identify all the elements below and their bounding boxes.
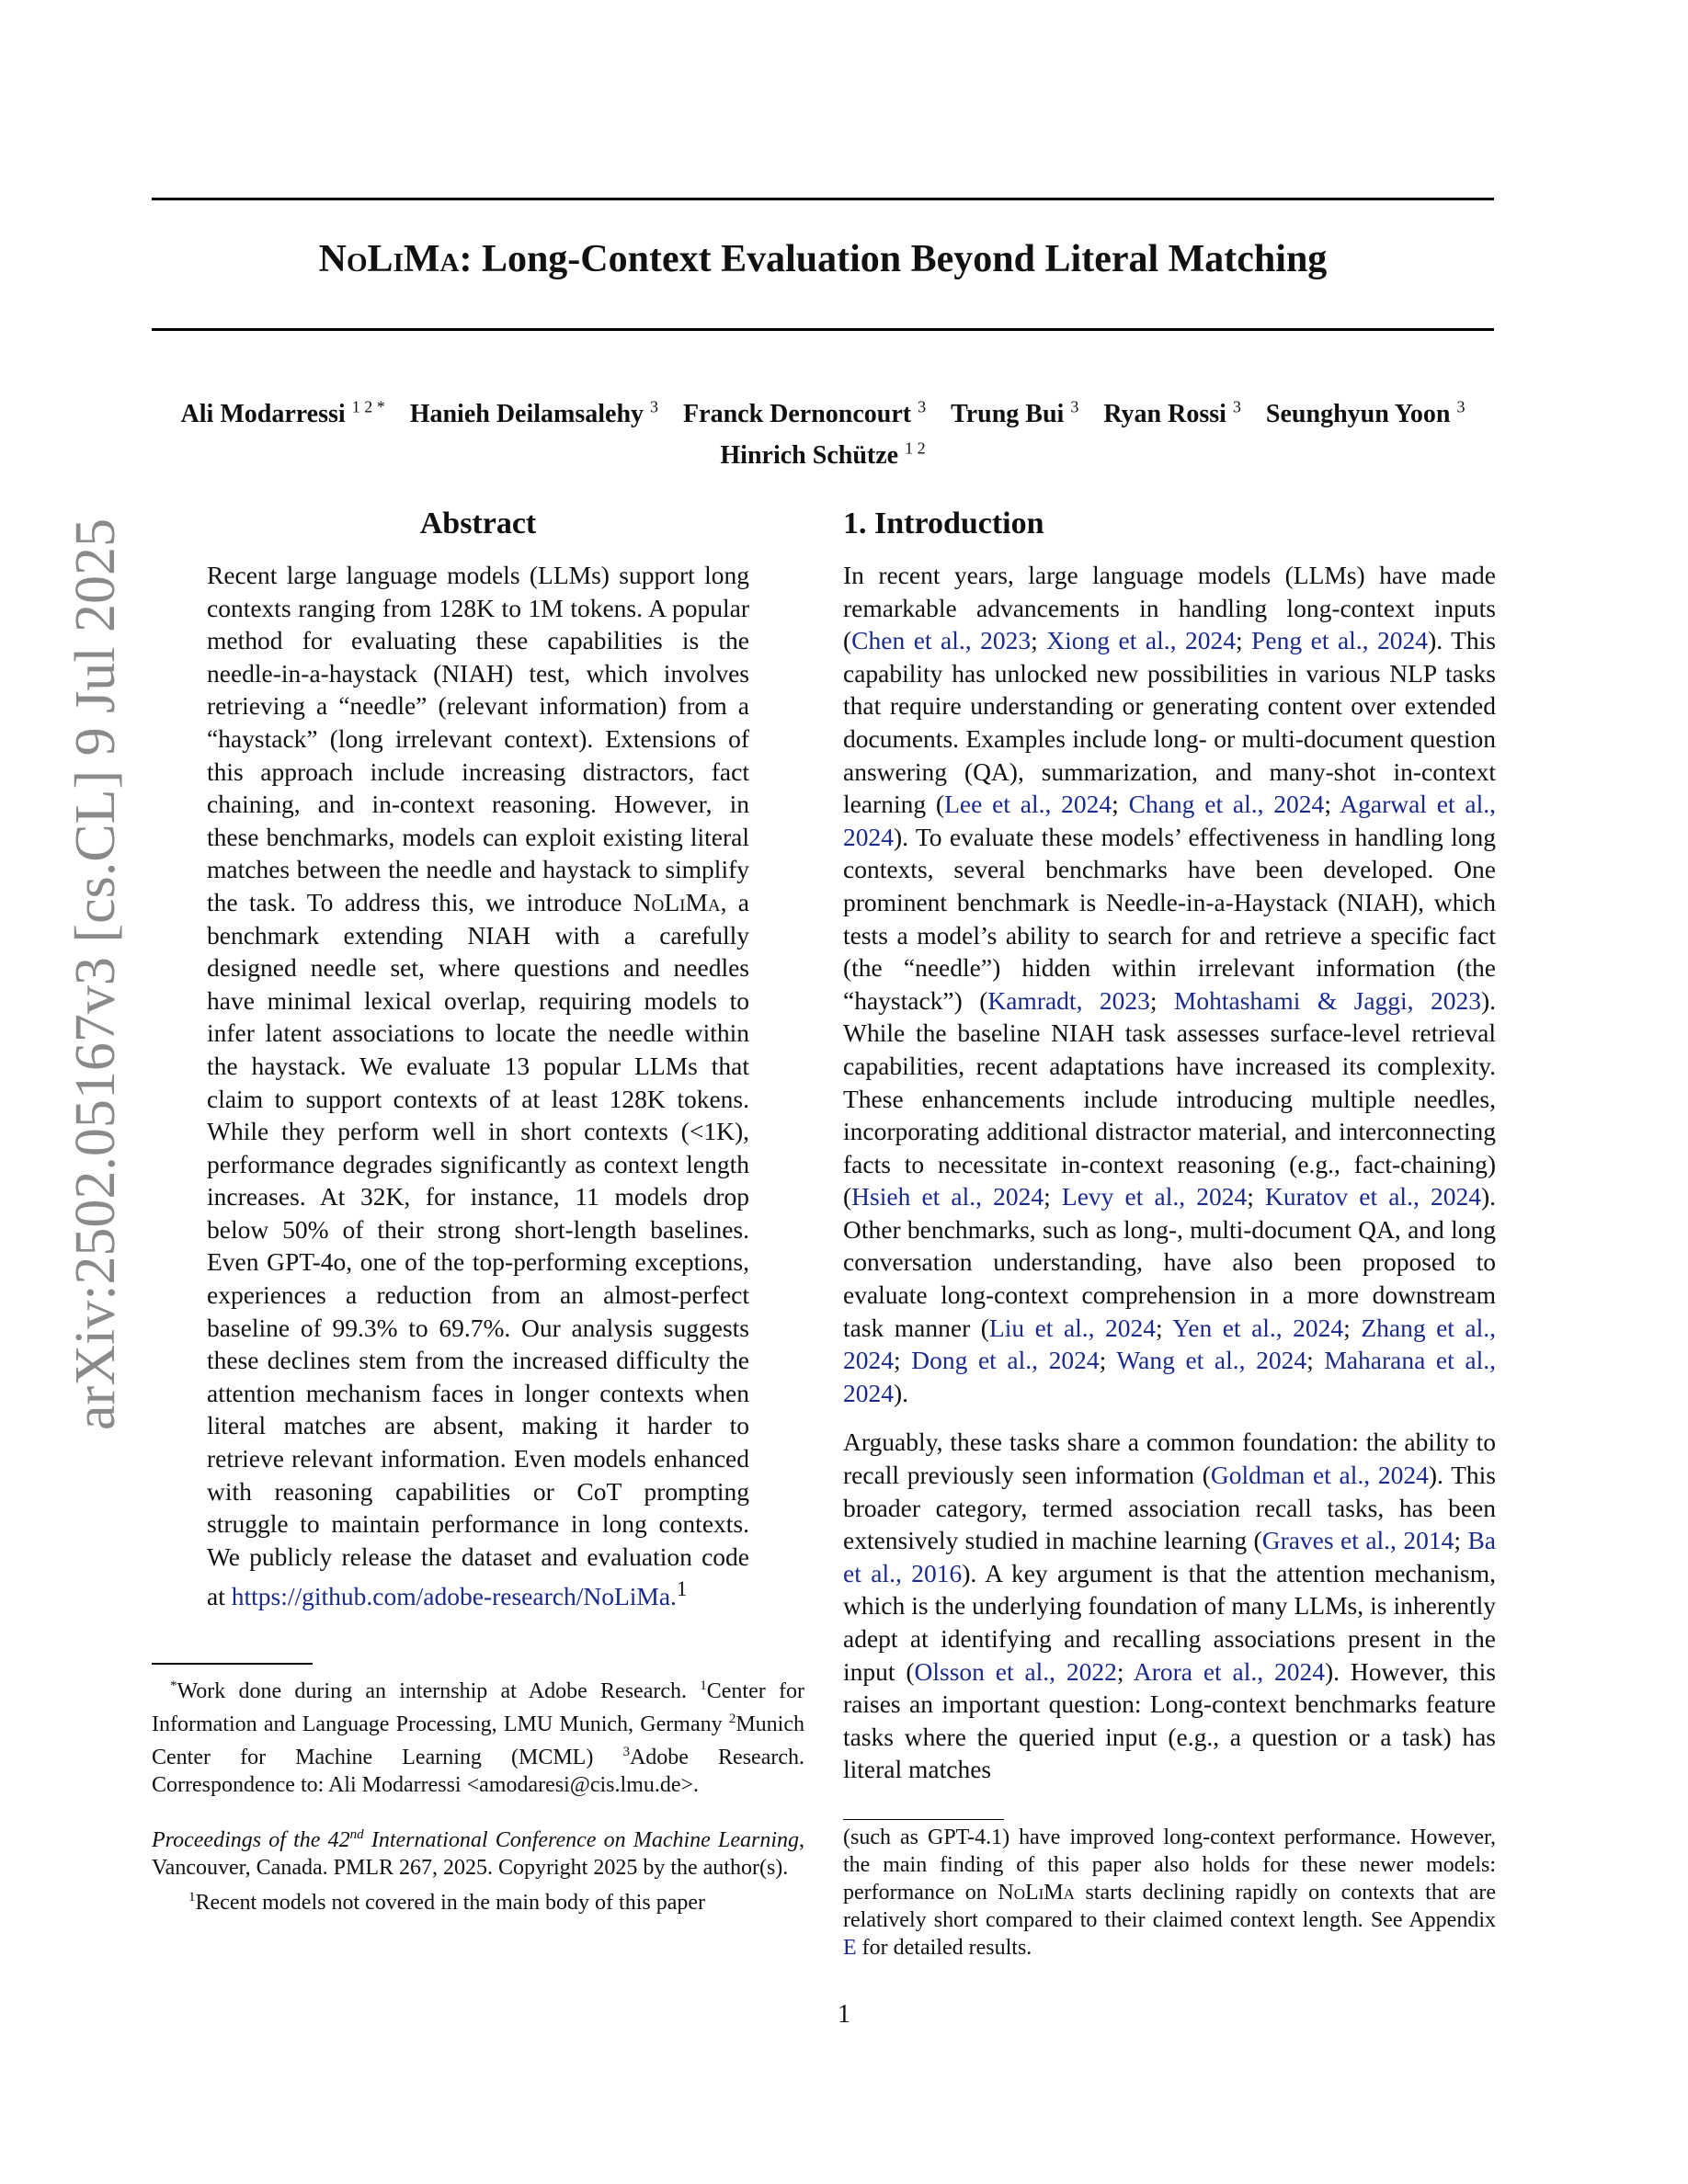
separator: ; (1044, 1182, 1062, 1211)
abstract-heading: Abstract (419, 506, 537, 540)
text-part: ). To evaluate these models’ effectiveness in handling long contexts, several benchmarks have been developed. One prominent benchmark is Needle-in-a-Haystack (NIAH), which tests a model’s ability to search for and retrieve a specific fact (the “needle”) hidden within irrelevant information (the “haystack”) ( (843, 822, 1496, 1015)
footnote-part: Center for Information and Language Processing, LMU Munich, Germany (152, 1678, 804, 1736)
footnote-1 (152, 1883, 804, 1917)
citation[interactable]: Olsson et al., 2022 (914, 1656, 1117, 1686)
introduction-paragraph-2 (843, 1426, 1496, 1786)
title-rule-bottom (152, 328, 1494, 331)
author-list (152, 391, 1494, 472)
footnote-rule (843, 1819, 1004, 1821)
title-rule-top (152, 198, 1494, 200)
author (410, 400, 658, 428)
author-name: Hinrich Schütze (720, 440, 899, 470)
citation[interactable]: Arora et al., 2024 (1133, 1656, 1325, 1686)
author (720, 438, 926, 470)
footnote-part: (such as GPT-4.1) have improved long-context performance. However, the main finding of this paper also holds for these newer models: performance on (843, 1826, 1496, 1905)
author (1266, 400, 1466, 428)
author-name: Trung Bui (951, 400, 1065, 429)
author-name: Franck Dernoncourt (683, 400, 912, 429)
affiliation-footnote (152, 1672, 804, 1799)
separator: ; (1031, 626, 1047, 655)
right-column (843, 504, 1496, 1962)
citation[interactable]: Mohtashami & Jaggi, 2023 (1173, 985, 1481, 1015)
text-part: ). However, this raises an important question: Long-context benchmarks feature tasks where the queried input (e.g., a question or a task) has literal matches (843, 1656, 1496, 1784)
arxiv-stamp: arXiv:2502.05167v3 [cs.CL] 9 Jul 2025 (64, 518, 127, 1430)
separator: ; (1306, 1346, 1325, 1375)
citation[interactable]: Levy et al., 2024 (1061, 1182, 1248, 1211)
affil-marker: 3 (622, 1744, 630, 1759)
introduction-heading: 1. Introduction (843, 506, 1044, 540)
author-affil: 3 (918, 398, 927, 416)
separator: ; (894, 1346, 912, 1375)
affil-marker: 1 (700, 1678, 707, 1693)
text-part: ). This capability has unlocked new possibilities in various NLP tasks that require understanding or generating content over extended documents. Examples include long- or multi-document question answering (QA), summarization, and many-shot in-context learning ( (843, 626, 1496, 819)
separator: ; (1099, 1346, 1117, 1375)
left-column (152, 504, 804, 1917)
author-affil: 3 (650, 398, 659, 416)
separator: ; (1116, 1656, 1134, 1686)
text-part: ). Other benchmarks, such as long-, multi-document QA, and long conversation understanding, have also been proposed to evaluate long-context comprehension in a more downstream task manner ( (843, 1182, 1496, 1342)
appendix-link[interactable]: E (843, 1936, 857, 1961)
dataset-link[interactable]: https://github.com/adobe-research/NoLiMa. (231, 1582, 677, 1611)
citation[interactable]: Maharana et al., 2024 (843, 1346, 1496, 1407)
title-smallcaps: NoLiMa (318, 238, 460, 280)
separator: ; (1324, 790, 1340, 819)
footnote-1-continued (843, 1824, 1496, 1962)
separator: ; (1149, 985, 1174, 1015)
page-number: 1 (838, 2000, 850, 2029)
separator: ; (1112, 790, 1129, 819)
text-part: Arguably, these tasks share a common foundation: the ability to recall previously seen information ( (843, 1428, 1496, 1490)
text-part: In recent years, large language models (LLMs) have made remarkable advancements in handling long-context inputs ( (843, 561, 1496, 655)
footnote-part: Munich Center for Machine Learning (MCML) (152, 1712, 804, 1769)
citation[interactable]: Dong et al., 2024 (911, 1346, 1100, 1375)
citation[interactable]: Lee et al., 2024 (944, 790, 1112, 819)
citation[interactable]: Ba et al., 2016 (843, 1526, 1497, 1587)
footnote-marker: 1 (188, 1889, 196, 1905)
author (181, 400, 385, 428)
author (951, 400, 1078, 428)
abstract-text (207, 559, 749, 1613)
citation[interactable]: Zhang et al., 2024 (843, 1313, 1497, 1375)
footnote-text: Recent models not covered in the main body of this paper (195, 1890, 706, 1915)
author-affil: 3 (1232, 398, 1241, 416)
author-affil: 1 2 (905, 438, 926, 458)
citation[interactable]: Chen et al., 2023 (851, 626, 1032, 655)
citation[interactable]: Goldman et al., 2024 (1210, 1461, 1429, 1490)
author-name: Ali Modarressi (180, 400, 346, 429)
author-affil: 3 (1070, 398, 1079, 416)
citation[interactable]: Graves et al., 2014 (1261, 1526, 1454, 1555)
affil-marker: 2 (728, 1711, 736, 1726)
separator: ; (1343, 1313, 1362, 1342)
separator: ; (1247, 1182, 1266, 1211)
proceedings-rest: , Vancouver, Canada. PMLR 267, 2025. Copyright 2025 by the author(s). (152, 1827, 804, 1880)
author-affil: 3 (1456, 398, 1466, 416)
citation[interactable]: Hsieh et al., 2024 (851, 1182, 1044, 1211)
introduction-paragraph-1 (843, 559, 1496, 1409)
benchmark-name: NoLiMa (633, 887, 721, 916)
footnote-marker[interactable]: 1 (676, 1577, 688, 1601)
proceedings-italic: Proceedings of the 42 (152, 1827, 350, 1852)
text-part: ). A key argument is that the attention mechanism, which is the underlying foundation of many LLMs, is inherently adept at identifying and recalling associations present in the input ( (843, 1558, 1496, 1686)
proceedings-ordinal: nd (349, 1826, 364, 1842)
paper-title (152, 237, 1494, 281)
author-name: Hanieh Deilamsalehy (409, 400, 644, 429)
text-part: ). (894, 1378, 909, 1407)
citation[interactable]: Kamradt, 2023 (987, 985, 1150, 1015)
citation[interactable]: Chang et al., 2024 (1128, 790, 1325, 819)
author-name: Seunghyun Yoon (1265, 400, 1451, 429)
citation[interactable]: Agarwal et al., 2024 (843, 790, 1496, 851)
separator: ; (1454, 1526, 1468, 1555)
abstract-part: , a benchmark extending NIAH with a carefully designed needle set, where questions and needles have minimal lexical overlap, requiring models to infer latent associations to locate the needle within the haystack. We evaluate 13 popular LLMs that claim to support contexts of at least 128K tokens. While they perform well in short contexts (<1K), performance degrades significantly as context length increases. At 32K, for instance, 11 models drop below 50% of their strong short-length baselines. Even GPT-4o, one of the top-performing exceptions, experiences a reduction from an almost-perfect baseline of 99.3% to 69.7%. Our analysis suggests these declines stem from the increased difficulty the attention mechanism faces in longer contexts when literal matches are absent, making it harder to retrieve relevant information. Even models enhanced with reasoning capabilities or CoT prompting struggle to maintain performance in long contexts. We publicly release the dataset and evaluation code at (207, 887, 749, 1611)
citation[interactable]: Yen et al., 2024 (1172, 1313, 1344, 1342)
author-name: Ryan Rossi (1103, 400, 1226, 429)
author (683, 400, 926, 428)
footnote-part: starts declining rapidly on contexts that are relatively short compared to their claimed context length. See Appendix (843, 1881, 1496, 1933)
footnote-part: Work done during an internship at Adobe Research. (177, 1678, 701, 1703)
citation[interactable]: Liu et al., 2024 (988, 1313, 1157, 1342)
citation[interactable]: Xiong et al., 2024 (1046, 626, 1236, 655)
author (1103, 400, 1241, 428)
citation[interactable]: Wang et al., 2024 (1116, 1346, 1307, 1375)
proceedings-italic: International Conference on Machine Learning (363, 1827, 799, 1852)
author-affil: 1 2 * (351, 398, 385, 416)
separator: ; (1235, 626, 1252, 655)
abstract-part: Recent large language models (LLMs) support long contexts ranging from 128K to 1M tokens. A popular method for evaluating these capabilities is the needle-in-a-haystack (NIAH) test, which involves retrieving a “needle” (relevant information) from a “haystack” (long irrelevant context). Extensions of this approach include increasing distractors, fact chaining, and in-context reasoning. However, in these benchmarks, models can exploit existing literal matches between the needle and haystack to simplify the task. To address this, we introduce (207, 561, 749, 916)
separator: ; (1156, 1313, 1173, 1342)
footnote-rule (152, 1663, 313, 1665)
footnote-star: * (170, 1678, 177, 1693)
proceedings-note (152, 1821, 804, 1882)
footnote-part: Adobe Research. Correspondence to: Ali Modarressi <amodaresi@cis.lmu.de>. (152, 1745, 804, 1797)
title-rest: : Long-Context Evaluation Beyond Literal Matching (459, 238, 1328, 280)
text-part: ). While the baseline NIAH task assesses surface-level retrieval capabilities, recent adaptations have increased its complexity. These enhancements include introducing multiple needles, incorporating additional distractor material, and interconnecting facts to necessitate in-context reasoning (e.g., fact-chaining) ( (843, 985, 1497, 1211)
text-part: ). This broader category, termed association recall tasks, has been extensively studied in machine learning ( (843, 1461, 1496, 1555)
benchmark-name: NoLiMa (998, 1881, 1075, 1905)
citation[interactable]: Peng et al., 2024 (1251, 626, 1429, 655)
footnote-part: for detailed results. (856, 1936, 1032, 1961)
citation[interactable]: Kuratov et al., 2024 (1265, 1182, 1481, 1211)
